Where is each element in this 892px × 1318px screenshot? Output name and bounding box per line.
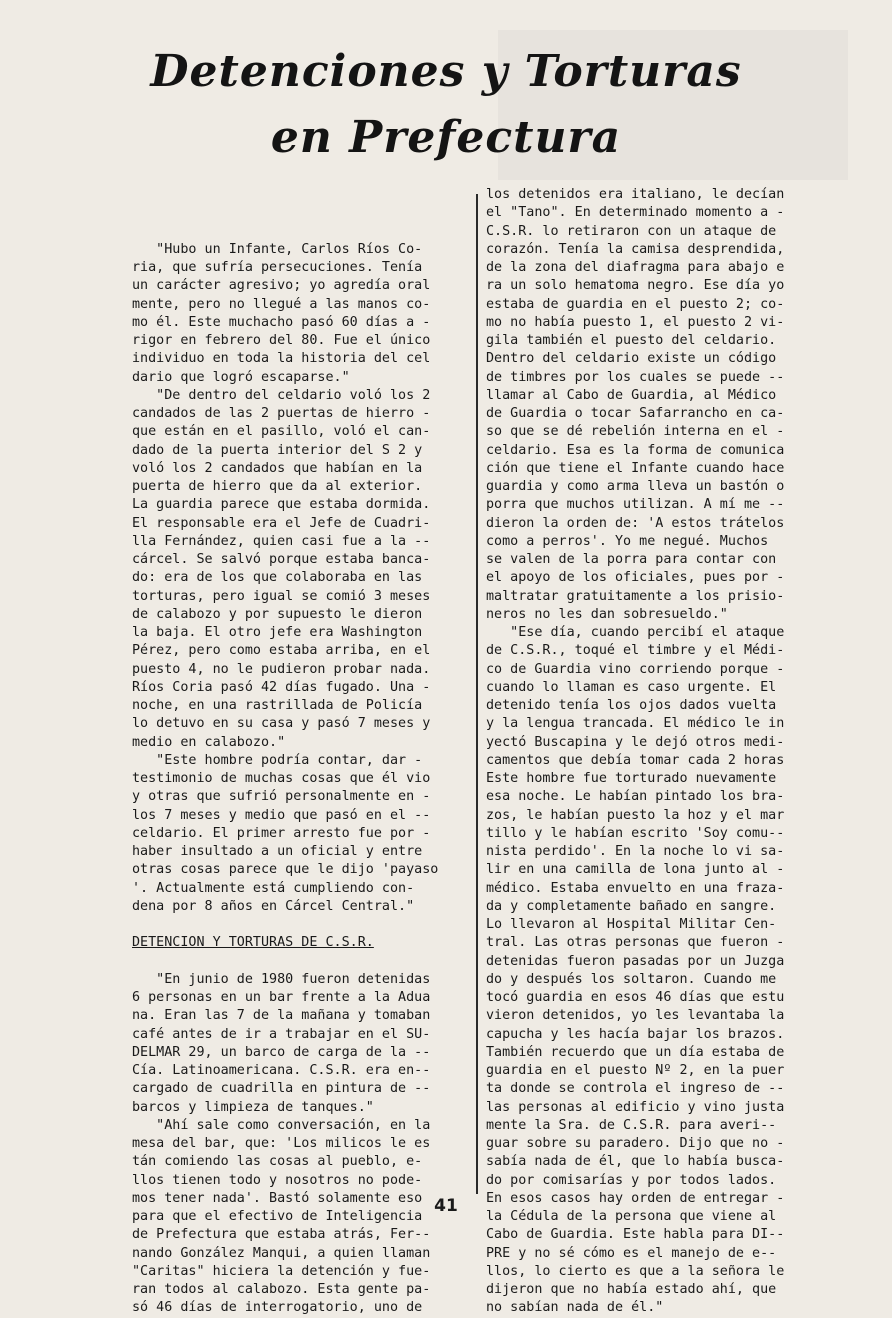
text-line: mo no había puesto 1, el puesto 2 vi-	[486, 314, 785, 330]
text-line: '. Actualmente está cumpliendo con-	[132, 880, 415, 896]
text-line: torturas, pero igual se comió 3 meses	[132, 588, 431, 604]
text-line: ra un solo hematoma negro. Ese día yo	[486, 278, 785, 294]
text-line: haber insultado a un oficial y entre	[132, 844, 423, 859]
text-line: "De dentro del celdario voló los 2	[132, 387, 431, 403]
text-line: tral. Las otras personas que fueron -	[486, 935, 785, 951]
text-line: de timbres por los cuales se puede --	[486, 369, 785, 385]
text-line: voló los 2 candados que habían en la	[132, 460, 423, 476]
text-line: do: era de los que colaboraba en las	[132, 570, 423, 586]
text-line: Lo llevaron al Hospital Militar Cen-	[486, 917, 777, 932]
text-line: yectó Buscapina y le dejó otros medi-	[486, 734, 785, 750]
text-line: mente, pero no llegué a las manos co-	[132, 296, 431, 312]
text-line: individuo en toda la historia del cel	[132, 351, 431, 367]
headline-line-1: Detenciones y Torturas	[150, 46, 742, 97]
text-line: dado de la puerta interior del S 2 y	[132, 442, 423, 458]
left-text-column	[132, 186, 468, 1318]
text-line: un carácter agresivo; yo agredía oral	[132, 278, 431, 294]
text-line: Cabo de Guardia. Este habla para DI--	[486, 1227, 785, 1243]
text-line: La guardia parece que estaba dormida.	[132, 497, 431, 513]
text-line: dieron la orden de: 'A estos trátelos	[486, 515, 785, 531]
text-line: Dentro del celdario existe un código	[486, 351, 777, 367]
text-line: ta donde se controla el ingreso de --	[486, 1081, 785, 1097]
text-line: En esos casos hay orden de entregar -	[486, 1190, 785, 1206]
text-line: camentos que debía tomar cada 2 horas	[486, 752, 785, 768]
text-line: só 46 días de interrogatorio, uno de	[132, 1300, 423, 1316]
text-line	[132, 223, 468, 241]
text-line: co de Guardia vino corriendo porque -	[486, 661, 785, 677]
text-line: no sabían nada de él."	[486, 1300, 664, 1316]
text-line: de calabozo y por supuesto le dieron	[132, 606, 423, 622]
text-line: llos, lo cierto es que a la señora le	[486, 1263, 785, 1279]
text-line: Ríos Coria pasó 42 días fugado. Una -	[132, 679, 431, 695]
text-line: otras cosas parece que le dijo 'payaso	[132, 862, 439, 878]
text-line: la baja. El otro jefe era Washington	[132, 625, 423, 640]
text-line: También recuerdo que un día estaba de	[486, 1044, 785, 1060]
text-line: DELMAR 29, un barco de carga de la --	[132, 1044, 431, 1060]
text-line: capucha y les hacía bajar los brazos.	[486, 1026, 785, 1042]
text-line: mente la Sra. de C.S.R. para averi--	[486, 1117, 777, 1133]
text-line: llos tienen todo y nosotros no pode-	[132, 1172, 423, 1188]
text-line: corazón. Tenía la camisa desprendida,	[486, 241, 785, 257]
text-line: ria, que sufría persecuciones. Tenía	[132, 260, 423, 275]
text-line: El responsable era el Jefe de Cuadri-	[132, 515, 431, 531]
text-line: dario que logró escaparse."	[132, 369, 350, 385]
text-line: "Ahí sale como conversación, en la	[132, 1117, 431, 1133]
headline-line-2: en Prefectura	[270, 112, 622, 163]
text-line: cuando lo llaman es caso urgente. El	[486, 679, 777, 695]
text-line: da y completamente bañado en sangre.	[486, 898, 777, 914]
text-line: lla Fernández, quien casi fue a la --	[132, 533, 431, 549]
text-line: médico. Estaba envuelto en una fraza-	[486, 880, 785, 896]
text-line: guar sobre su paradero. Dijo que no -	[486, 1136, 785, 1151]
text-line: guardia en el puesto Nº 2, en la puer	[486, 1063, 785, 1078]
text-line: "En junio de 1980 fueron detenidas	[132, 971, 431, 987]
text-line: Cía. Latinoamericana. C.S.R. era en--	[132, 1063, 431, 1078]
text-line: 6 personas en un bar frente a la Adua	[132, 990, 431, 1005]
text-line: para que el efectivo de Inteligencia	[132, 1209, 423, 1224]
text-line: maltratar gratuitamente a los prisio-	[486, 588, 785, 604]
text-line: vieron detenidos, yo les levantaba la	[486, 1008, 785, 1024]
text-line: mesa del bar, que: 'Los milicos le es	[132, 1136, 431, 1151]
text-line: esa noche. Le habían pintado los bra-	[486, 789, 785, 805]
text-line: llamar al Cabo de Guardia, al Médico	[486, 387, 777, 403]
text-line: el apoyo de los oficiales, pues por -	[486, 570, 785, 586]
text-line: "Ese día, cuando percibí el ataque	[486, 625, 785, 640]
text-line: puesto 4, no le pudieron probar nada.	[132, 661, 431, 677]
text-line	[132, 916, 468, 934]
column-divider	[476, 194, 478, 1194]
text-line: y la lengua trancada. El médico le in	[486, 716, 785, 732]
text-line: cargado de cuadrilla en pintura de --	[132, 1081, 431, 1097]
text-line: barcos y limpieza de tanques."	[132, 1099, 374, 1115]
text-line: lo detuvo en su casa y pasó 7 meses y	[132, 716, 431, 732]
section-heading: DETENCION Y TORTURAS DE C.S.R.	[132, 935, 374, 951]
text-line: celdario. Esa es la forma de comunica	[486, 442, 785, 458]
text-line: tillo y le habían escrito 'Soy comu--	[486, 825, 785, 841]
text-line: celdario. El primer arresto fue por -	[132, 825, 431, 841]
text-line: C.S.R. lo retiraron con un ataque de	[486, 223, 777, 239]
text-line: nista perdido'. En la noche lo vi sa-	[486, 844, 785, 859]
text-line: medio en calabozo."	[132, 734, 286, 750]
text-line: estaba de guardia en el puesto 2; co-	[486, 296, 785, 312]
text-line: de Prefectura que estaba atrás, Fer--	[132, 1227, 431, 1243]
text-line: de C.S.R., toqué el timbre y el Médi-	[486, 643, 785, 659]
text-line: dijeron que no había estado ahí, que	[486, 1282, 777, 1297]
text-line: zos, le habían puesto la hoz y el mar	[486, 807, 785, 823]
text-line: "Caritas" hiciera la detención y fue-	[132, 1263, 431, 1279]
text-line: lir en una camilla de lona junto al -	[486, 862, 785, 878]
text-line: que están en el pasillo, voló el can-	[132, 424, 431, 440]
text-line: "Hubo un Infante, Carlos Ríos Co-	[132, 241, 423, 257]
text-line: el "Tano". En determinado momento a -	[486, 205, 785, 221]
text-line: puerta de hierro que da al exterior.	[132, 479, 423, 494]
text-line: testimonio de muchas cosas que él vio	[132, 771, 431, 786]
text-line: y otras que sufrió personalmente en -	[132, 789, 431, 805]
text-line	[132, 186, 468, 204]
text-line	[132, 204, 468, 222]
text-line: rigor en febrero del 80. Fue el único	[132, 333, 431, 348]
text-line: Este hombre fue torturado nuevamente	[486, 771, 777, 786]
text-line	[132, 953, 468, 971]
text-line: noche, en una rastrillada de Policía	[132, 698, 423, 713]
text-line: Pérez, pero como estaba arriba, en el	[132, 643, 431, 659]
text-line: do por comisarías y por todos lados.	[486, 1172, 777, 1188]
text-line: se valen de la porra para contar con	[486, 552, 777, 567]
text-line: ran todos al calabozo. Esta gente pa-	[132, 1282, 431, 1297]
text-line: candados de las 2 puertas de hierro -	[132, 406, 431, 421]
text-line: nando González Manqui, a quien llaman	[132, 1245, 431, 1261]
text-line: neros no les dan sobresueldo."	[486, 606, 728, 622]
text-line: mos tener nada'. Bastó solamente eso	[132, 1190, 423, 1206]
text-line: tán comiendo las cosas al pueblo, e-	[132, 1154, 423, 1170]
page-number: 41	[434, 1196, 458, 1216]
text-line: los 7 meses y medio que pasó en el --	[132, 807, 431, 823]
text-line: guardia y como arma lleva un bastón o	[486, 479, 785, 494]
text-line: como a perros'. Yo me negué. Muchos	[486, 533, 769, 549]
text-line: café antes de ir a trabajar en el SU-	[132, 1026, 431, 1042]
right-text-column	[486, 186, 858, 1318]
text-line: na. Eran las 7 de la mañana y tomaban	[132, 1008, 431, 1024]
text-line: so que se dé rebelión interna en el -	[486, 424, 785, 440]
text-line: detenidas fueron pasadas por un Juzga	[486, 953, 785, 969]
text-line: mo él. Este muchacho pasó 60 días a -	[132, 314, 431, 330]
text-line: PRE y no sé cómo es el manejo de e--	[486, 1245, 777, 1261]
text-line: la Cédula de la persona que viene al	[486, 1209, 777, 1224]
text-line: porra que muchos utilizan. A mí me --	[486, 497, 785, 513]
text-line: los detenidos era italiano, le decían	[486, 187, 785, 202]
text-line: de la zona del diafragma para abajo e	[486, 260, 785, 275]
text-line: dena por 8 años en Cárcel Central."	[132, 898, 415, 914]
text-line: cárcel. Se salvó porque estaba banca-	[132, 552, 431, 567]
text-line: gila también el puesto del celdario.	[486, 333, 777, 348]
text-line: do y después los soltaron. Cuando me	[486, 971, 777, 987]
text-line: detenido tenía los ojos dados vuelta	[486, 698, 777, 713]
text-line: de Guardia o tocar Safarrancho en ca-	[486, 406, 785, 421]
text-line: las personas al edificio y vino justa	[486, 1099, 785, 1115]
text-line: ción que tiene el Infante cuando hace	[486, 460, 785, 476]
text-line: tocó guardia en esos 46 días que estu	[486, 990, 785, 1005]
text-line: sabía nada de él, que lo había busca-	[486, 1154, 785, 1170]
text-line: "Este hombre podría contar, dar -	[132, 752, 423, 768]
